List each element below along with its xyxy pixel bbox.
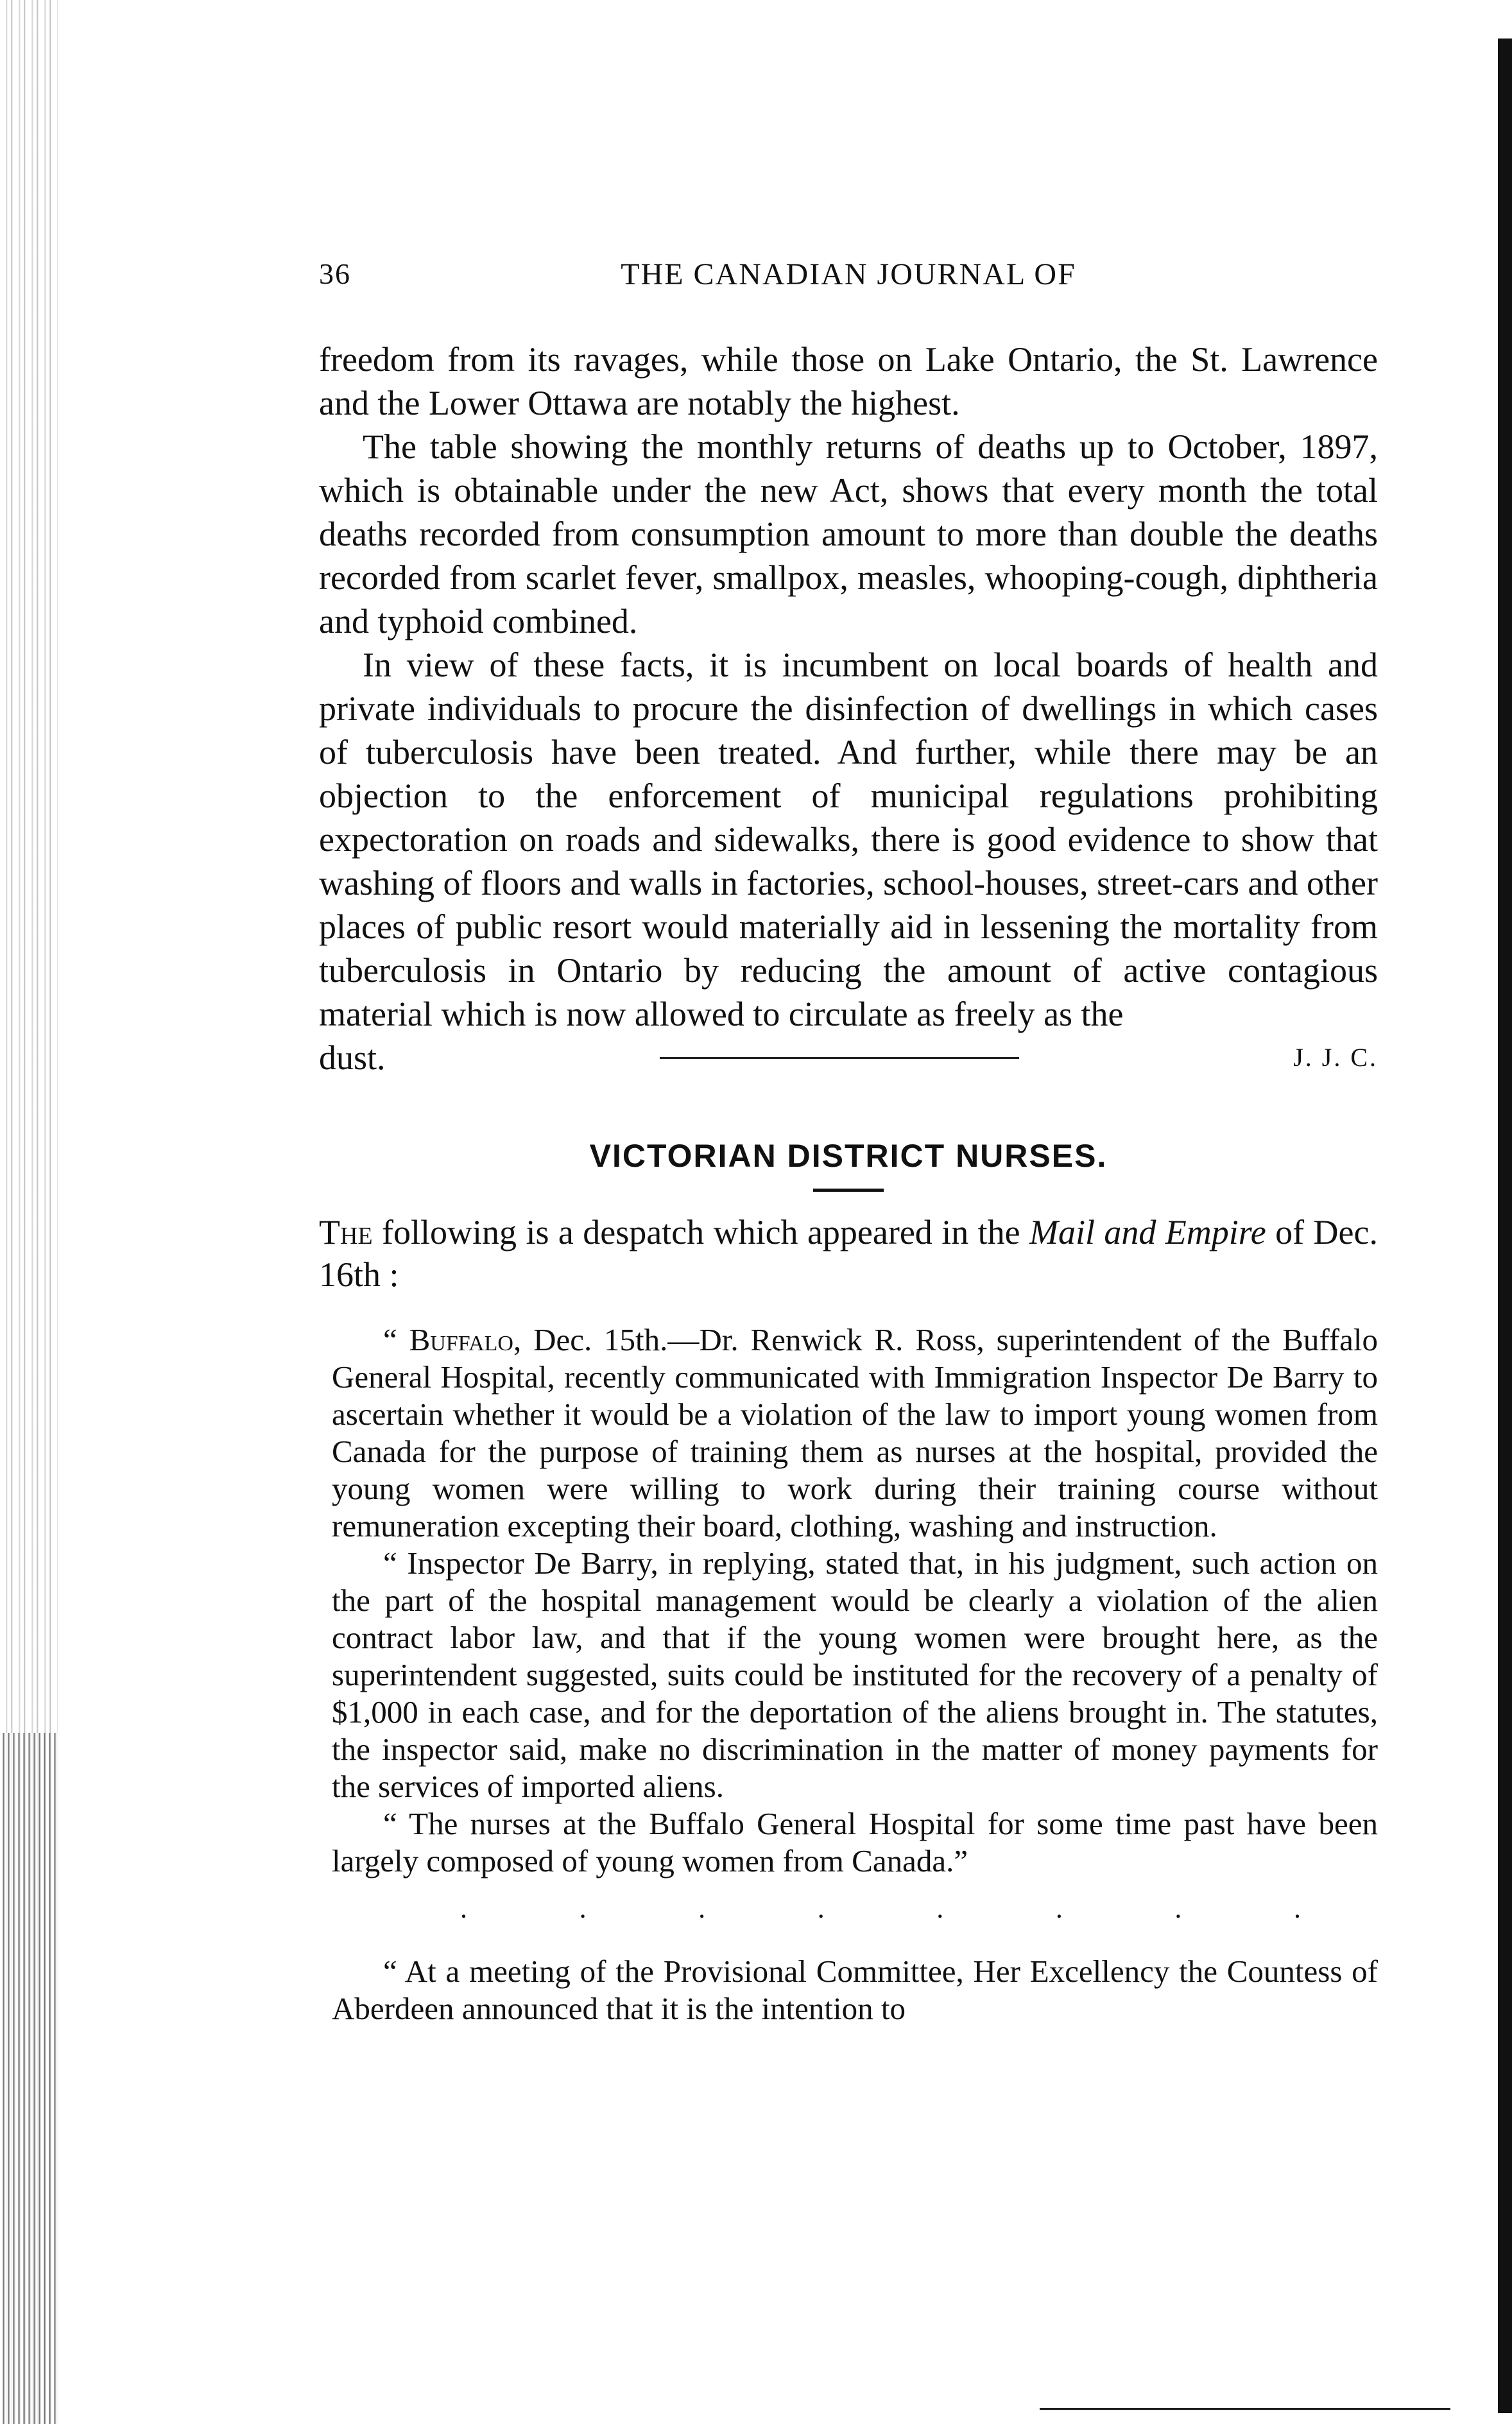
divider-rule — [660, 1057, 1019, 1059]
author-initials: J. J. C. — [1293, 1043, 1378, 1072]
ellipsis-dot: . — [936, 1893, 944, 1924]
scan-left-edge-dark — [0, 1733, 58, 2424]
quote-paragraph: “ Buffalo, Dec. 15th.—Dr. Renwick R. Ross, superintendent of the Buffalo General Hospital, recently communicated with Immigration Inspector De Barry to ascertain whether it would be a violation of the law to import young women from Canada for the purpose of training them as nurses at the hospital, provided the young women were willing to work during their training course without remuneration excepting their board, clothing, washing and instruction. — [332, 1322, 1379, 1543]
ellipsis-dot: . — [698, 1893, 706, 1924]
despatch-quote — [319, 1321, 1378, 2027]
intro-source: Mail and Empire — [1029, 1213, 1266, 1251]
paragraph: The table showing the monthly returns of deaths up to October, 1897, which is obtainable under the new Act, shows that every month the total deaths recorded from consumption amount to more than double the deaths recorded from scarlet fever, smallpox, measles, whooping-cough, diphtheria and typhoid combined. — [319, 427, 1378, 640]
intro-text: following is a despatch which appeared in the — [382, 1213, 1020, 1251]
ellipsis-dot: . — [1174, 1893, 1182, 1924]
last-word: dust. — [319, 1038, 386, 1077]
ellipsis-dot: . — [817, 1893, 825, 1924]
paragraph: freedom from its ravages, while those on Lake Ontario, the St. Lawrence and the Lower Ottawa are notably the highest. — [319, 340, 1378, 422]
ellipsis-dot: . — [1055, 1893, 1063, 1924]
quote-paragraph: “ At a meeting of the Provisional Committee, Her Excellency the Countess of Aberdeen announced that it is the intention to — [332, 1954, 1378, 2026]
intro-end: of Dec. 16th : — [319, 1213, 1378, 1294]
scan-right-edge — [1498, 39, 1512, 2413]
article-body — [319, 338, 1378, 1079]
quote-paragraph: “ The nurses at the Buffalo General Hospital for some time past have been largely composed of young women from Canada.” — [332, 1806, 1378, 1878]
quote-paragraph: “ Inspector De Barry, in replying, stated that, in his judgment, such action on the part of the hospital management would be clearly a violation of the alien contract labor law, and that if the young women were brought here, as the superintendent suggested, suits could be instituted for the recovery of a penalty of $1,000 in each case, and for the deportation of the aliens brought in. The statutes, the inspector said, make no discrimination in the matter of money payments for the services of imported aliens. — [332, 1545, 1378, 1804]
section-title: VICTORIAN DISTRICT NURSES. — [589, 1138, 1108, 1174]
page-number: 36 — [319, 257, 351, 290]
journal-page — [319, 257, 1378, 2027]
signature-line — [319, 1036, 1378, 1079]
paragraph: In view of these facts, it is incumbent on local boards of health and private individuals to procure the disinfection of dwellings in which cases of tuberculosis have been treated. And further, while there may be an objection to the enforcement of municipal regulations prohibiting expectoration on roads and sidewalks, there is good evidence to show that washing of floors and walls in factories, school-houses, street-cars and other places of public resort would materially aid in lessening the mortality from tuberculosis in Ontario by reducing the amount of active contagious material which is now allowed to circulate as freely as the — [319, 646, 1378, 1033]
title-rule — [813, 1189, 884, 1192]
ellipsis-dot: . — [579, 1893, 587, 1924]
ellipsis-dot: . — [1293, 1893, 1301, 1924]
running-head — [319, 257, 1378, 308]
quote-text: Dec. 15th.—Dr. Renwick R. Ross, superintendent of the Buffalo General Hospital, recently communicated with Immigration Inspector De Barry to ascertain whether it would be a violation of the law to import young women from Canada for the purpose of training them as nurses at the hospital, provided the young women were willing to work during their training course without remuneration excepting their board, clothing, washing and instruction. — [332, 1322, 1379, 1543]
ellipsis-row — [332, 1884, 1378, 1934]
scan-bottom-line — [1040, 2408, 1450, 2410]
quote-place: Buffalo, — [409, 1322, 522, 1357]
ellipsis-dot: . — [460, 1893, 467, 1924]
section-intro — [319, 1211, 1378, 1296]
intro-lead: The — [319, 1213, 373, 1251]
journal-title: THE CANADIAN JOURNAL OF — [621, 257, 1076, 291]
